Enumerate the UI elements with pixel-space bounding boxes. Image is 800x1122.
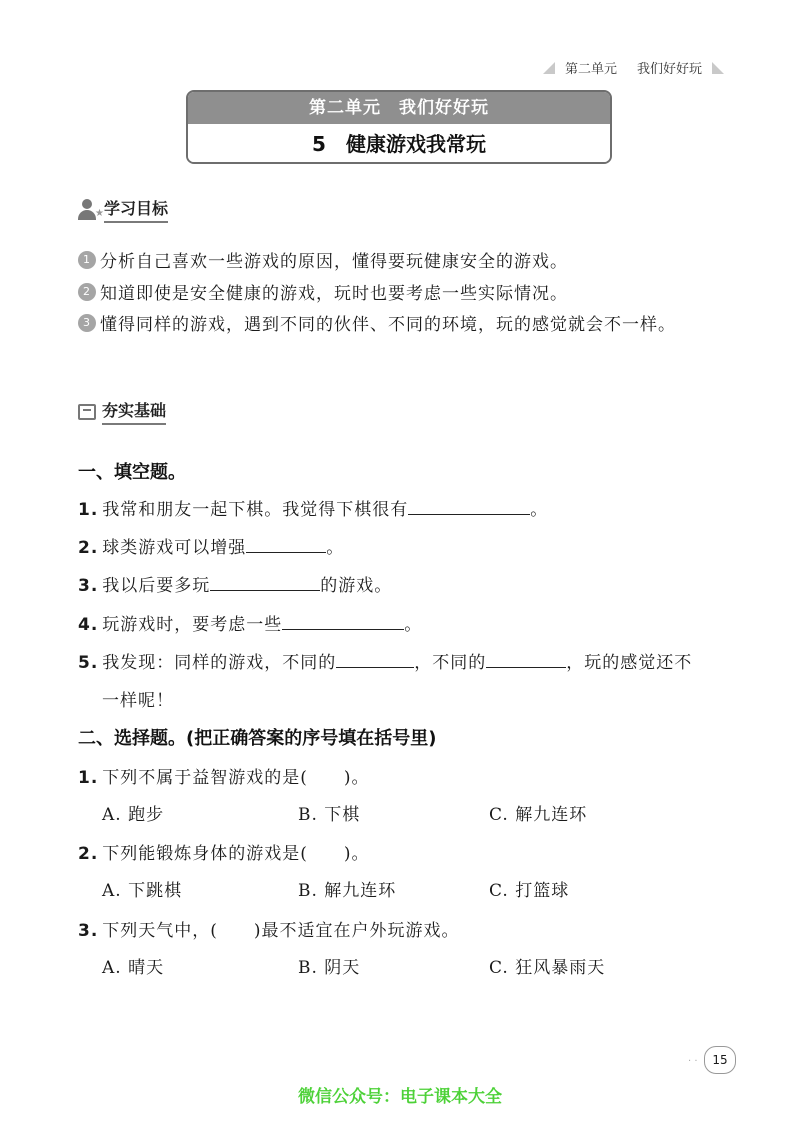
question-number: 2. — [78, 844, 99, 864]
question-text-end: ，玩的感觉还不 — [566, 653, 693, 673]
page-number: 15 — [704, 1046, 736, 1074]
option-b[interactable]: B. 解九连环 — [298, 881, 397, 901]
fill-question-5-continued: 一样呢！ — [102, 691, 174, 711]
goal-badge: 1 — [78, 251, 96, 269]
question-number: 5. — [78, 653, 99, 673]
option-b[interactable]: B. 阴天 — [298, 958, 361, 978]
fill-question-4 — [78, 610, 422, 635]
goal-text: 懂得同样的游戏，遇到不同的伙伴、不同的环境，玩的感觉就会不一样。 — [100, 315, 676, 335]
question-text: 下列不属于益智游戏的是( )。 — [102, 768, 370, 788]
goal-text: 知道即使是安全健康的游戏，玩时也要考虑一些实际情况。 — [100, 284, 568, 304]
question-text: 球类游戏可以增强 — [102, 538, 247, 558]
choice-question-3 — [78, 916, 460, 941]
basics-heading-label: 夯实基础 — [102, 398, 166, 425]
choice-question-2 — [78, 839, 370, 864]
goal-item — [78, 247, 720, 277]
answer-blank[interactable] — [408, 496, 530, 515]
question-text-end: 的游戏。 — [320, 576, 393, 596]
basics-heading — [78, 398, 166, 425]
choice-question-1 — [78, 763, 370, 788]
part1-title: 一、填空题。 — [78, 462, 186, 483]
learner-icon: ★ — [78, 199, 100, 221]
question-text-end: 。 — [530, 500, 549, 520]
answer-blank[interactable] — [336, 649, 414, 668]
running-header — [543, 58, 724, 77]
question-number: 3. — [78, 921, 99, 941]
page-dots-icon: · · — [688, 1056, 698, 1067]
goal-badge: 3 — [78, 314, 96, 332]
lesson-number: 5 — [312, 132, 326, 156]
goals-heading-label: 学习目标 — [104, 196, 168, 223]
option-c[interactable]: C. 打篮球 — [489, 881, 570, 901]
fill-question-5 — [78, 648, 692, 673]
fill-question-1 — [78, 495, 548, 520]
question-text-mid: ，不同的 — [414, 653, 487, 673]
part2-title: 二、选择题。(把正确答案的序号填在括号里) — [78, 728, 437, 749]
option-c[interactable]: C. 狂风暴雨天 — [489, 958, 606, 978]
goal-item — [78, 310, 720, 340]
answer-blank[interactable] — [246, 534, 326, 553]
header-unit: 第二单元 — [564, 62, 617, 77]
header-unit-name: 我们好好玩 — [636, 62, 702, 77]
lesson-title — [188, 124, 610, 164]
question-text-end: 。 — [404, 615, 423, 635]
question-text-end: 。 — [326, 538, 345, 558]
header-triangle-right-icon — [712, 62, 724, 74]
question-text: 我发现：同样的游戏，不同的 — [102, 653, 337, 673]
option-a[interactable]: A. 跑步 — [102, 805, 165, 825]
goal-item — [78, 279, 720, 309]
goal-badge: 2 — [78, 283, 96, 301]
option-c[interactable]: C. 解九连环 — [489, 805, 588, 825]
header-triangle-left-icon — [543, 62, 555, 74]
footer-watermark: 微信公众号：电子课本大全 — [298, 1087, 502, 1107]
question-number: 4. — [78, 615, 99, 635]
option-a[interactable]: A. 晴天 — [102, 958, 165, 978]
option-a[interactable]: A. 下跳棋 — [102, 881, 183, 901]
book-icon — [78, 404, 96, 420]
unit-title: 第二单元 我们好好玩 — [188, 92, 610, 124]
question-text: 玩游戏时，要考虑一些 — [102, 615, 283, 635]
lesson-title-box — [186, 90, 612, 164]
fill-question-3 — [78, 571, 392, 596]
question-number: 1. — [78, 768, 99, 788]
question-text: 下列天气中，( )最不适宜在户外玩游戏。 — [102, 921, 460, 941]
question-number: 3. — [78, 576, 99, 596]
goal-text: 分析自己喜欢一些游戏的原因，懂得要玩健康安全的游戏。 — [100, 252, 568, 272]
question-text: 我以后要多玩 — [102, 576, 211, 596]
fill-question-2 — [78, 533, 344, 558]
question-number: 2. — [78, 538, 99, 558]
answer-blank[interactable] — [486, 649, 566, 668]
answer-blank[interactable] — [210, 572, 320, 591]
question-text: 我常和朋友一起下棋。我觉得下棋很有 — [102, 500, 409, 520]
question-number: 1. — [78, 500, 99, 520]
goals-heading — [78, 196, 168, 223]
lesson-name: 健康游戏我常玩 — [345, 132, 486, 156]
option-b[interactable]: B. 下棋 — [298, 805, 361, 825]
question-text: 下列能锻炼身体的游戏是( )。 — [102, 844, 370, 864]
answer-blank[interactable] — [282, 611, 404, 630]
